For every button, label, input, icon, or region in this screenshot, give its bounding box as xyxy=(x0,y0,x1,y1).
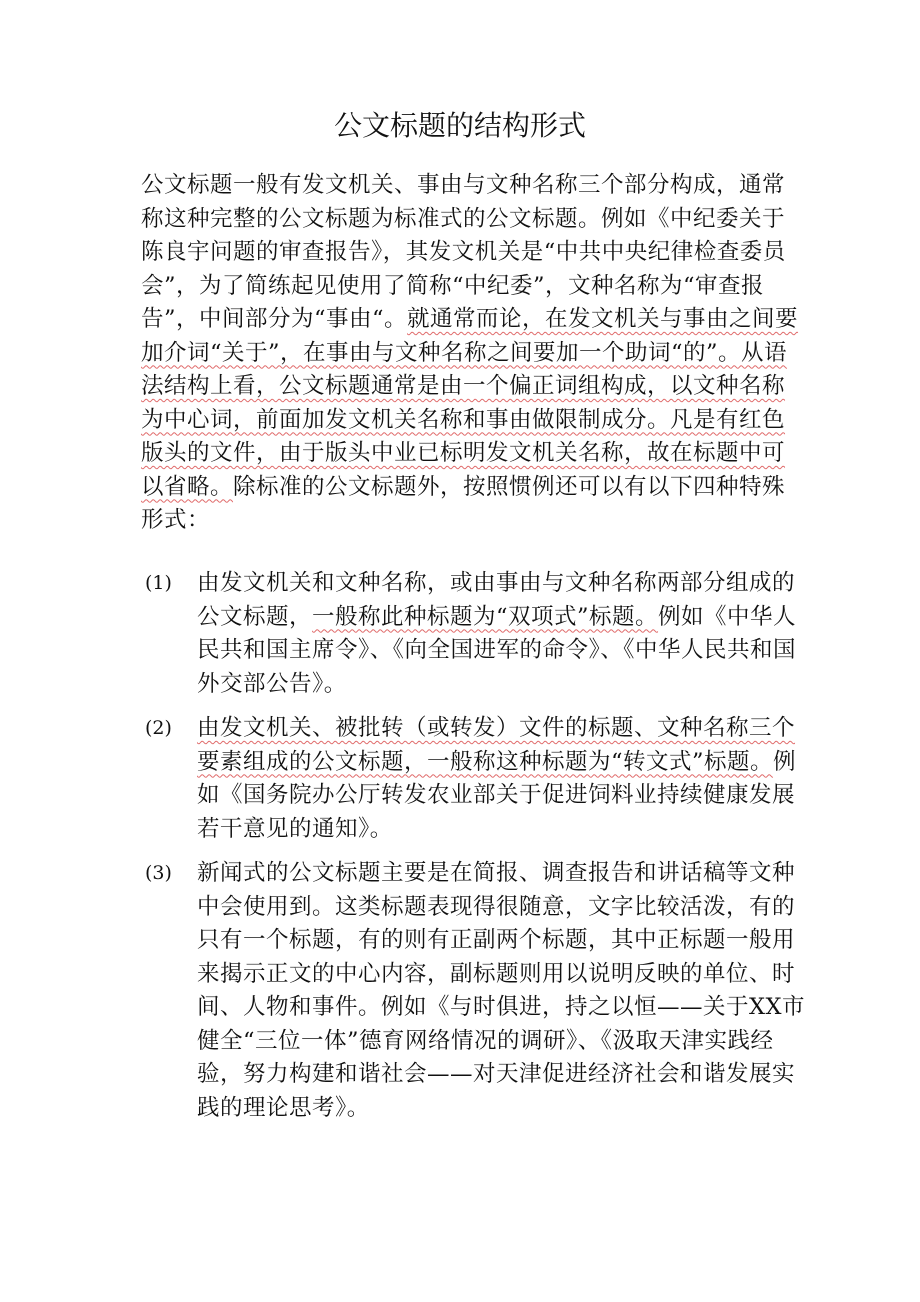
list-item xyxy=(141,712,811,846)
intro-marked-text: 就通常而论，在发文机关与事由之间要加介词“关于”，在事由与文种名称之间要加一个助词“的”。从语法结构上看，公文标题通常是由一个偏正词组构成，以文种名称为中心词，前面加发文机关名称和事由做限制成分。凡是有红色版头的文件，由于版头中业已标明发文机关名称，故在标题中可以省略。 xyxy=(141,306,799,500)
list-item-text: 由发文机关和文种名称，或由事由与文种名称两部分组成的公文标题， xyxy=(197,570,796,630)
list-item-text: 新闻式的公文标题主要是在简报、调查报告和讲话稿等文种中会使用到。这类标题表现得很随意，文字比较活泼，有的只有一个标题，有的则有正副两个标题，其中正标题一般用来揭示正文的中心内容，副标题则用以说明反映的单位、时间、人物和事件。例如《与时俱进，持之以恒——关于XX市健全“三位一体”德育网络情况的调研》、《汲取天津实践经验，努力构建和谐社会——对天津促进经济社会和谐发展实践的理论思考》。 xyxy=(197,860,806,1121)
list-item-number: (1) xyxy=(145,572,172,594)
list-item-marked-text: 由发文机关、被批转（或转发）文件的标题、文种名称三个要素组成的公文标题，一般称这种标题为“转文式”标题。 xyxy=(197,715,796,775)
intro-text-1: 公文标题一般有发文机关、事由与文种名称三个部分构成，通常称这种完整的公文标题为标准式的公文标题。例如《中纪委关于陈良宇问题的审查报告》，其发文机关是“中共中央纪律检查委员会”，为了简练起见使用了简称“中纪委”，文种名称为“审查报告”，中间部分为“事由“。 xyxy=(141,172,786,332)
intro-text-2: 除标准的公文标题外，按照惯例还可以有以下四种特殊形式： xyxy=(141,473,786,533)
list-item-number: (2) xyxy=(145,717,172,739)
list-item-body xyxy=(197,857,807,1125)
list-item-text: 例如《国务院办公厅转发农业部关于促进饲料业持续健康发展若干意见的通知》。 xyxy=(197,748,797,842)
list-item xyxy=(141,857,811,1125)
list-item-body xyxy=(197,567,807,701)
list-item-body xyxy=(197,712,807,846)
list-item-marked-text: 一般称此种标题为“双项式”标题。 xyxy=(312,603,659,630)
list-item xyxy=(141,567,811,701)
page-title: 公文标题的结构形式 xyxy=(333,109,586,142)
intro-paragraph xyxy=(141,169,801,538)
list-item-text: 例如《中华人民共和国主席令》、《向全国进军的命令》、《中华人民共和国外交部公告》。 xyxy=(197,603,797,697)
list-item-number: (3) xyxy=(145,862,172,884)
